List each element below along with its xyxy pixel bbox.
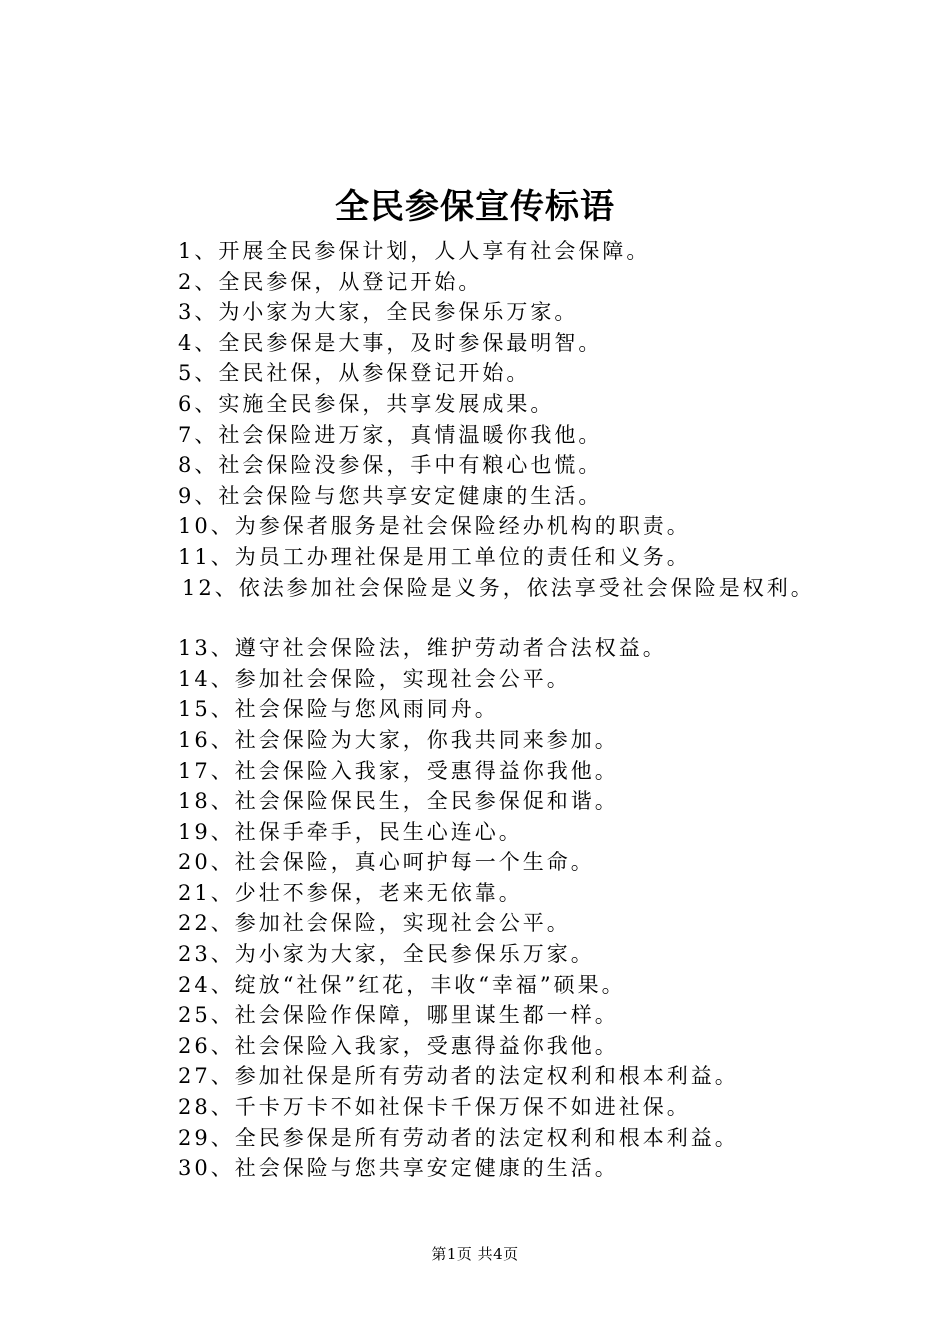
list-item: 21、少壮不参保，老来无依靠。	[178, 880, 523, 905]
list-item: 19、社保手牵手，民生心连心。	[178, 819, 523, 844]
list-item: 1、开展全民参保计划，人人享有社会保障。	[178, 239, 651, 263]
list-item: 29、全民参保是所有劳动者的法定权利和根本利益。	[178, 1125, 739, 1150]
list-item: 13、遵守社会保险法，维护劳动者合法权益。	[178, 636, 667, 661]
page-footer: 第1页 共4页	[431, 1245, 519, 1263]
list-item: 17、社会保险入我家，受惠得益你我他。	[178, 758, 619, 783]
list-item: 24、绽放“社保”红花，丰收“幸福”硕果。	[178, 972, 626, 997]
list-item: 16、社会保险为大家，你我共同来参加。	[178, 727, 619, 752]
list-item: 23、为小家为大家，全民参保乐万家。	[178, 942, 595, 967]
list-item: 28、千卡万卡不如社保卡千保万保不如进社保。	[178, 1095, 691, 1120]
list-item: 11、为员工办理社保是用工单位的责任和义务。	[178, 544, 691, 569]
list-item: 12、依法参加社会保险是义务，依法享受社会保险是权利。	[182, 575, 815, 600]
list-item: 6、实施全民参保，共享发展成果。	[178, 391, 555, 416]
list-item: 27、参加社保是所有劳动者的法定权利和根本利益。	[178, 1064, 739, 1089]
list-item: 10、为参保者服务是社会保险经办机构的职责。	[178, 514, 691, 539]
list-item: 14、参加社会保险，实现社会公平。	[178, 666, 571, 691]
slogan-list	[178, 236, 938, 1184]
list-item: 25、社会保险作保障，哪里谋生都一样。	[178, 1003, 619, 1028]
list-item: 15、社会保险与您风雨同舟。	[178, 697, 499, 722]
list-item: 3、为小家为大家，全民参保乐万家。	[178, 300, 579, 325]
list-item: 5、全民社保，从参保登记开始。	[178, 361, 531, 386]
list-item: 7、社会保险进万家，真情温暖你我他。	[178, 422, 603, 447]
list-item: 9、社会保险与您共享安定健康的生活。	[178, 483, 603, 508]
list-item: 22、参加社会保险，实现社会公平。	[178, 911, 571, 936]
list-item: 8、社会保险没参保，手中有粮心也慌。	[178, 453, 603, 478]
list-item: 26、社会保险入我家，受惠得益你我他。	[178, 1033, 619, 1058]
list-item: 20、社会保险，真心呵护每一个生命。	[178, 850, 595, 875]
list-item: 30、社会保险与您共享安定健康的生活。	[178, 1156, 619, 1181]
list-item: 18、社会保险保民生，全民参保促和谐。	[178, 789, 619, 814]
document-title: 全民参保宣传标语	[335, 187, 615, 227]
list-item: 2、全民参保，从登记开始。	[178, 269, 483, 294]
list-item: 4、全民参保是大事，及时参保最明智。	[178, 330, 603, 355]
